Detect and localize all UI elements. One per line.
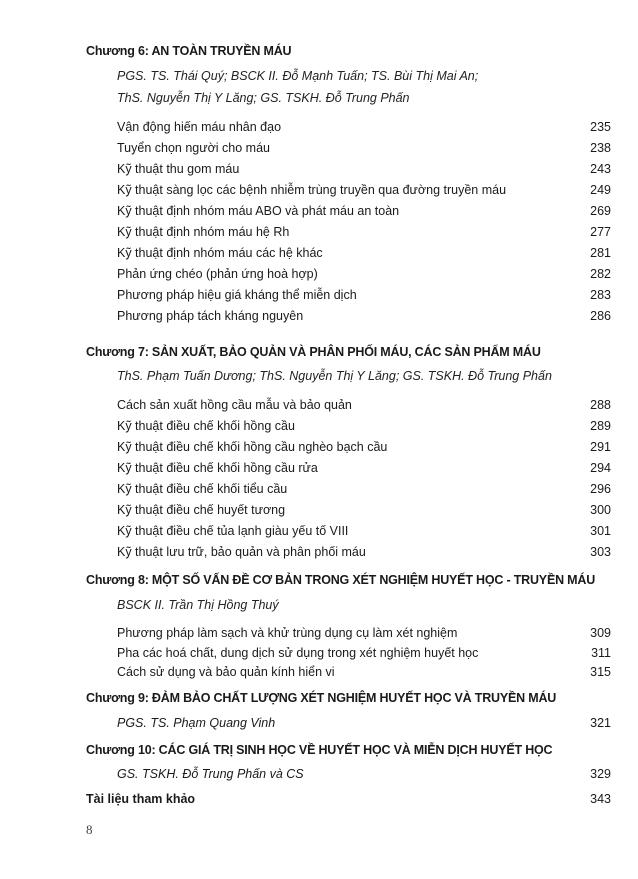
entry-text: Phản ứng chéo (phản ứng hoà hợp) — [117, 267, 318, 281]
entry-page: 301 — [590, 524, 611, 538]
chapter-10-authors-line — [117, 767, 611, 781]
entry-page: 311 — [591, 646, 611, 660]
entry-page: 309 — [590, 626, 611, 640]
toc-entry — [117, 267, 611, 281]
toc-entry — [117, 398, 611, 412]
chapter-7-title: Chương 7: SẢN XUẤT, BẢO QUẢN VÀ PHÂN PHỐI MÁU, CÁC SẢN PHẨM MÁU — [86, 345, 541, 359]
references-entry — [86, 792, 611, 806]
entry-page: 281 — [590, 246, 611, 260]
toc-entry — [117, 482, 611, 496]
chapter-8-authors: BSCK II. Trần Thị Hồng Thuý — [117, 598, 279, 612]
authors-text: PGS. TS. Phạm Quang Vinh — [117, 716, 276, 730]
entry-text: Vận động hiến máu nhân đạo — [117, 120, 282, 134]
toc-entry — [117, 120, 611, 134]
chapter-9-authors-line — [117, 716, 611, 730]
toc-entry — [117, 162, 611, 176]
entry-page: 283 — [590, 288, 611, 302]
toc-entry — [117, 503, 611, 517]
chapter-6-title: Chương 6: AN TOÀN TRUYỀN MÁU — [86, 44, 292, 58]
entry-page: 277 — [590, 225, 611, 239]
entry-page: 303 — [590, 545, 611, 559]
toc-entry — [117, 545, 611, 559]
entry-page: 243 — [590, 162, 611, 176]
entry-text: Kỹ thuật điều chế khối hồng cầu rửa — [117, 461, 318, 475]
entry-page: 238 — [590, 141, 611, 155]
entry-text: Kỹ thuật sàng lọc các bệnh nhiễm trùng truyền qua đường truyền máu — [117, 183, 507, 197]
entry-text: Phương pháp làm sạch và khử trùng dụng cụ làm xét nghiệm — [117, 626, 458, 640]
entry-page: 235 — [590, 120, 611, 134]
entry-page: 286 — [590, 309, 611, 323]
chapter-10-title: Chương 10: CÁC GIÁ TRỊ SINH HỌC VỀ HUYẾT HỌC VÀ MIỄN DỊCH HUYẾT HỌC — [86, 743, 553, 757]
toc-entry — [117, 225, 611, 239]
chapter-7-authors: ThS. Phạm Tuấn Dương; ThS. Nguyễn Thị Y Lăng; GS. TSKH. Đỗ Trung Phấn — [117, 369, 552, 383]
entry-text: Kỹ thuật điều chế khối hồng cầu nghèo bạch cầu — [117, 440, 388, 454]
references-page: 343 — [590, 792, 611, 806]
entry-text: Kỹ thuật định nhóm máu ABO và phát máu an toàn — [117, 204, 400, 218]
chapter-6-authors-line-2: ThS. Nguyễn Thị Y Lăng; GS. TSKH. Đỗ Trung Phấn — [117, 91, 410, 105]
entry-text: Kỹ thuật lưu trữ, bảo quản và phân phối máu — [117, 545, 366, 559]
entry-page: 291 — [590, 440, 611, 454]
entry-page: 300 — [590, 503, 611, 517]
toc-entry — [117, 204, 611, 218]
entry-text: Phương pháp tách kháng nguyên — [117, 309, 304, 323]
toc-entry — [117, 646, 611, 660]
entry-text: Cách sản xuất hồng cầu mẫu và bảo quản — [117, 398, 352, 412]
entry-page: 329 — [590, 767, 611, 781]
entry-text: Kỹ thuật định nhóm máu hệ Rh — [117, 225, 290, 239]
entry-page: 321 — [590, 716, 611, 730]
entry-text: Kỹ thuật điều chế huyết tương — [117, 503, 286, 517]
entry-page: 315 — [590, 665, 611, 679]
entry-text: Tuyển chọn người cho máu — [117, 141, 270, 155]
toc-entry — [117, 141, 611, 155]
entry-page: 249 — [590, 183, 611, 197]
entry-text: Pha các hoá chất, dung dịch sử dụng trong xét nghiệm huyết học — [117, 646, 479, 660]
authors-text: GS. TSKH. Đỗ Trung Phấn và CS — [117, 767, 304, 781]
references-label: Tài liệu tham khảo — [86, 792, 196, 806]
toc-entry — [117, 246, 611, 260]
toc-entry — [117, 288, 611, 302]
page-number: 8 — [86, 822, 93, 837]
entry-text: Kỹ thuật định nhóm máu các hệ khác — [117, 246, 323, 260]
toc-entry — [117, 440, 611, 454]
toc-entry — [117, 524, 611, 538]
chapter-6-authors-line-1: PGS. TS. Thái Quý; BSCK II. Đỗ Mạnh Tuấn; TS. Bùi Thị Mai An; — [117, 69, 479, 83]
entry-page: 282 — [590, 267, 611, 281]
chapter-8-title: Chương 8: MỘT SỐ VẤN ĐỀ CƠ BẢN TRONG XÉT NGHIỆM HUYẾT HỌC - TRUYỀN MÁU — [86, 573, 596, 587]
toc-entry — [117, 419, 611, 433]
entry-page: 294 — [590, 461, 611, 475]
entry-text: Kỹ thuật thu gom máu — [117, 162, 240, 176]
entry-page: 288 — [590, 398, 611, 412]
entry-text: Kỹ thuật điều chế tủa lạnh giàu yếu tố VIII — [117, 524, 349, 538]
entry-text: Kỹ thuật điều chế khối hồng cầu — [117, 419, 295, 433]
entry-text: Phương pháp hiệu giá kháng thể miễn dịch — [117, 288, 357, 302]
toc-entry — [117, 183, 611, 197]
toc-entry — [117, 461, 611, 475]
chapter-9-title: Chương 9: ĐẢM BẢO CHẤT LƯỢNG XÉT NGHIỆM HUYẾT HỌC VÀ TRUYỀN MÁU — [86, 691, 557, 705]
toc-entry — [117, 626, 611, 640]
entry-page: 289 — [590, 419, 611, 433]
entry-text: Kỹ thuật điều chế khối tiểu cầu — [117, 482, 288, 496]
entry-page: 296 — [590, 482, 611, 496]
entry-text: Cách sử dụng và bảo quản kính hiển vi — [117, 665, 335, 679]
entry-page: 269 — [590, 204, 611, 218]
toc-entry — [117, 665, 611, 679]
toc-entry — [117, 309, 611, 323]
